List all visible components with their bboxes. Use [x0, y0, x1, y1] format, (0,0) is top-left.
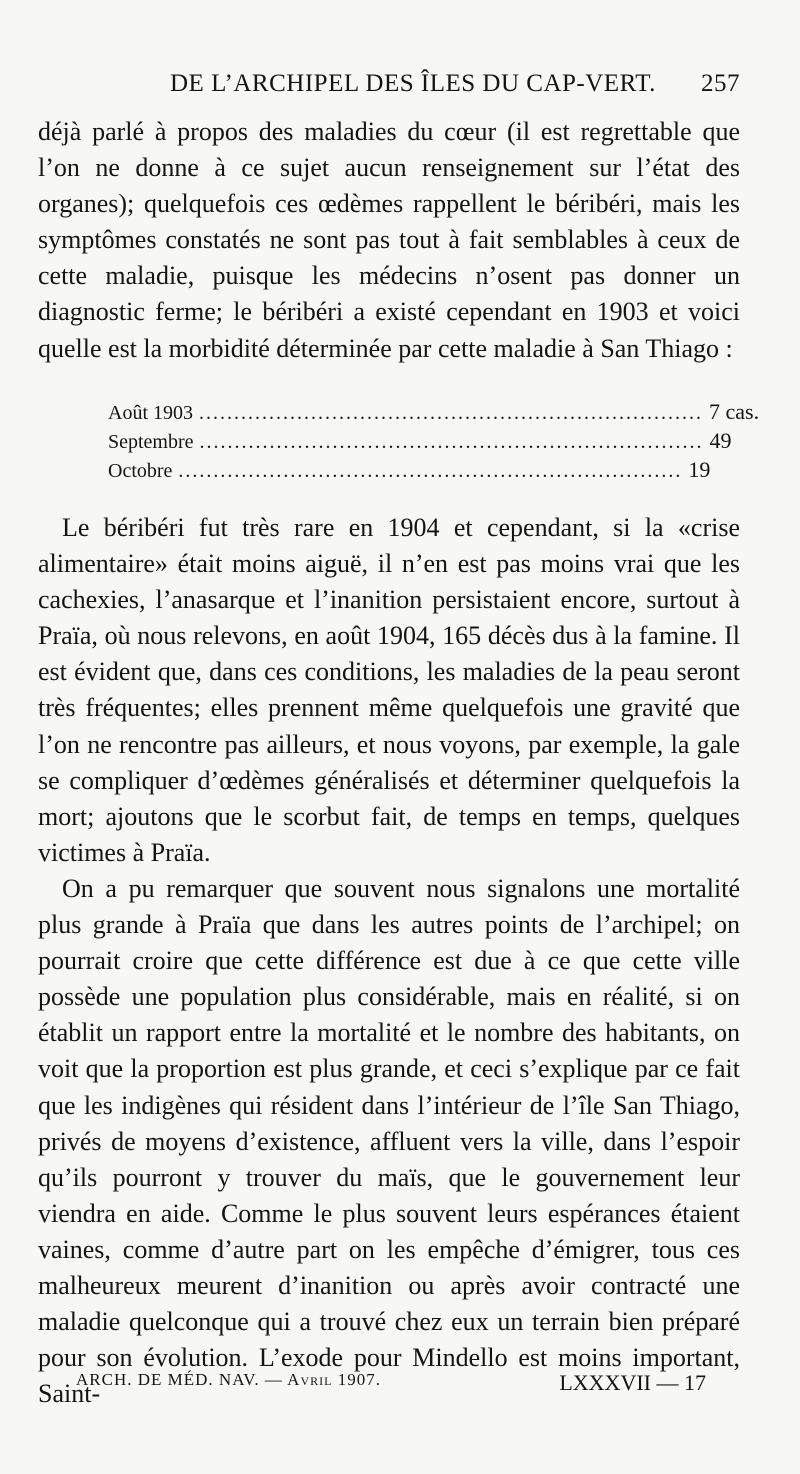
page-footer [76, 1370, 706, 1404]
month-label: Octobre [108, 460, 173, 482]
body-text-bottom [38, 510, 740, 1412]
case-count: 19 [688, 457, 711, 482]
running-title: DE L’ARCHIPEL DES ÎLES DU CAP-VERT. [170, 70, 656, 97]
body-text-top [38, 114, 740, 367]
running-header [40, 62, 740, 102]
case-count: 49 [709, 428, 732, 453]
paragraph-skin-diseases: Le béribéri fut très rare en 1904 et cependant, si la «crise alimentaire» était moins aiguë, il n’en est pas moins vrai que les cachexies, l’anasarque et l’inanition persistaient encore, surtout à Praïa, où nous relevons, en août 1904, 165 décès dus à la famine. Il est évident que, dans ces conditions, les maladies de la peau seront très fréquentes; elles prennent même quelquefois une gravité que l’on ne rencontre pas ailleurs, et nous voyons, par exemple, la gale se compliquer d’œdèmes généralisés et déterminer quelquefois la mort; ajoutons que le scorbut fait, de temps en temps, quelques victimes à Praïa. [38, 513, 740, 867]
table-row [108, 398, 760, 427]
page-number: 257 [701, 70, 740, 97]
signature-mark: LXXXVII — 17 [559, 1370, 706, 1395]
paragraph-beriberi-intro: déjà parlé à propos des maladies du cœur (il est regrettable que l’on ne donne à ce sujet aucun renseignement sur l’état des organes); quelquefois ces œdèmes rappellent le béribéri, mais les symptômes constatés ne sont pas tout à fait semblables à ceux de cette maladie, puisque les médecins n’osent pas donner un diagnostic ferme; le béribéri a existé cependant en 1903 et voici quelle est la morbidité déterminée par cette maladie à San Thiago : [38, 117, 740, 363]
leader-dots: ........................................................................ [199, 402, 703, 424]
month-label: Septembre [108, 431, 194, 453]
leader-dots: ........................................................................ [199, 431, 704, 453]
table-row [108, 456, 711, 485]
table-row [108, 427, 732, 456]
case-count: 7 cas. [709, 399, 760, 424]
morbidity-table [108, 398, 760, 485]
month-label: Août 1903 [108, 402, 193, 424]
paragraph-mortality: On a pu remarquer que souvent nous signalons une mortalité plus grande à Praïa que dans les autres points de l’archipel; on pourrait croire que cette différence est due à ce que cette ville possède une population plus considérable, mais en réalité, si on établit un rapport entre la mortalité et le nombre des habitants, on voit que la proportion est plus grande, et ceci s’explique par ce fait que les indigènes qui résident dans l’intérieur de l’île San Thiago, privés de moyens d’existence, affluent vers la ville, dans l’espoir qu’ils pourront y trouver du maïs, que le gouvernement leur viendra en aide. Comme le plus souvent leurs espérances étaient vaines, comme d’autre part on les empêche d’émigrer, tous ces malheureux meurent d’inanition ou après avoir contracté une maladie quelconque qui a trouvé chez eux un terrain bien préparé pour son évolution. L’exode pour Mindello est moins important, Saint- [38, 873, 740, 1409]
leader-dots: ........................................................................ [178, 460, 683, 482]
journal-reference: ARCH. DE MÉD. NAV. — Avril 1907. [76, 1370, 381, 1389]
